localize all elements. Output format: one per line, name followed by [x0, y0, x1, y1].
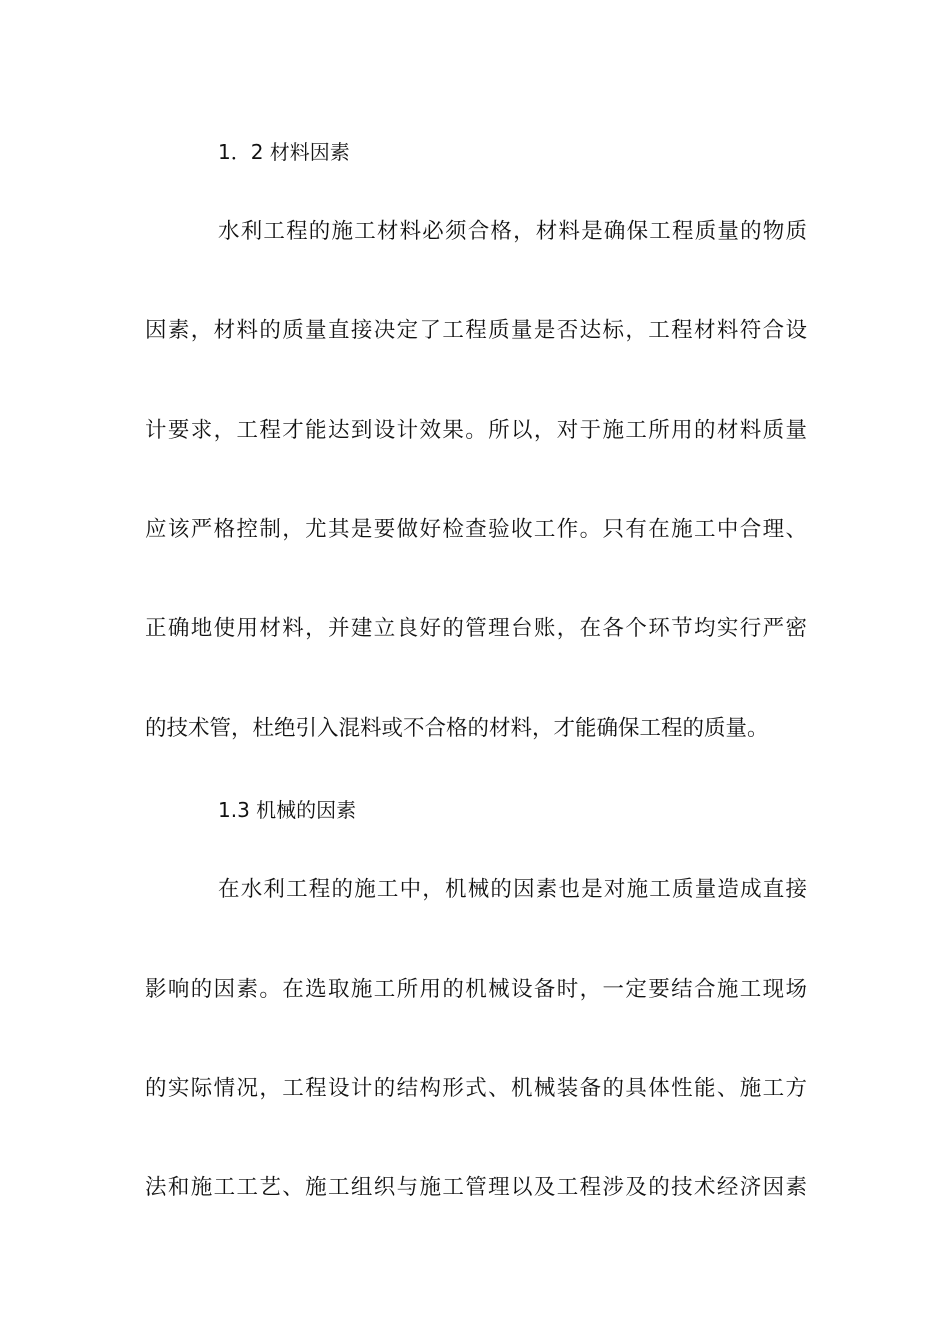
paragraph-line: 正确地使用材料，并建立良好的管理台账，在各个环节均实行严密 [145, 616, 807, 641]
section-heading-1-3: 1.3 机械的因素 [218, 798, 357, 822]
paragraph-line: 法和施工工艺、施工组织与施工管理以及工程涉及的技术经济因素 [145, 1175, 807, 1200]
paragraph-line: 在水利工程的施工中，机械的因素也是对施工质量造成直接 [218, 877, 807, 902]
paragraph-line: 计要求，工程才能达到设计效果。所以，对于施工所用的材料质量 [145, 418, 807, 443]
paragraph-line: 影响的因素。在选取施工所用的机械设备时，一定要结合施工现场 [145, 977, 807, 1002]
paragraph-line: 的技术管，杜绝引入混料或不合格的材料，才能确保工程的质量。 [145, 716, 769, 741]
paragraph-line: 的实际情况，工程设计的结构形式、机械装备的具体性能、施工方 [145, 1076, 807, 1101]
section-heading-1-2: 1．2 材料因素 [218, 140, 350, 164]
paragraph-line: 应该严格控制，尤其是要做好检查验收工作。只有在施工中合理、 [145, 517, 807, 542]
paragraph-line: 因素，材料的质量直接决定了工程质量是否达标，工程材料符合设 [145, 318, 807, 343]
paragraph-line: 水利工程的施工材料必须合格，材料是确保工程质量的物质 [218, 219, 807, 244]
